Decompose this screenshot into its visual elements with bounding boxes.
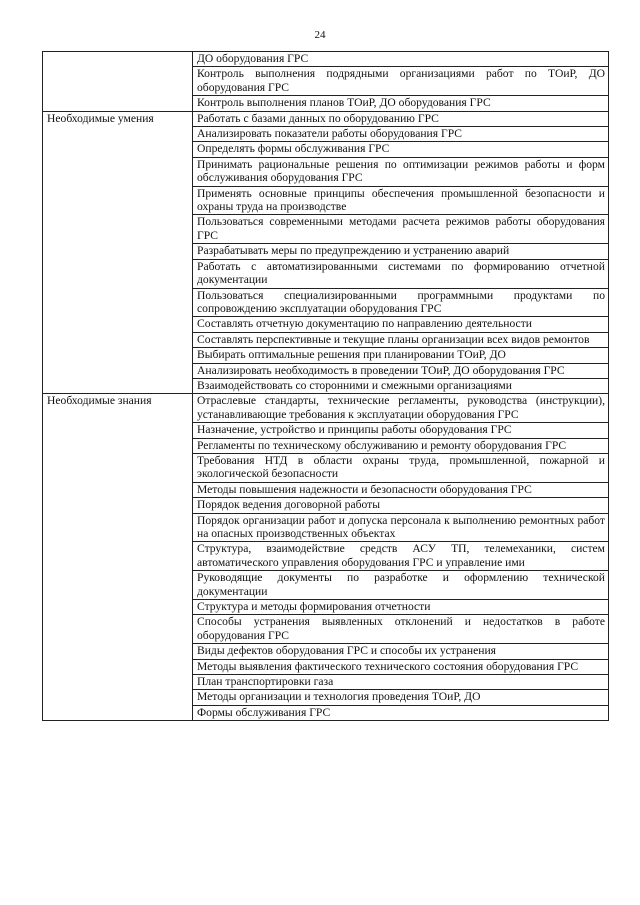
requirement-item <box>193 659 609 674</box>
requirement-item <box>193 600 609 615</box>
requirement-text: Работать с автоматизированными системами по формированию отчетной документации <box>197 259 605 287</box>
requirement-text: Отраслевые стандарты, технические регламенты, руководства (инструкции), устанавливающие требования к эксплуатации оборудования ГРС <box>197 394 605 421</box>
requirement-text: Формы обслуживания ГРС <box>197 705 331 719</box>
requirement-text: Структура, взаимодействие средств АСУ ТП, телемеханики, систем автоматического управления оборудования ГРС и управление ими <box>197 542 605 569</box>
requirement-text: Контроль выполнения планов ТОиР, ДО оборудования ГРС <box>197 96 491 110</box>
requirement-item <box>193 453 609 482</box>
requirement-text: Выбирать оптимальные решения при планировании ТОиР, ДО <box>197 348 506 362</box>
requirement-text: Виды дефектов оборудования ГРС и способы их устранения <box>197 644 497 658</box>
table-row <box>43 394 609 423</box>
requirement-text: Анализировать показатели работы оборудования ГРС <box>197 127 463 141</box>
table-row <box>43 52 609 67</box>
requirement-text: Методы повышения надежности и безопасности оборудования ГРС <box>197 482 532 496</box>
requirement-item <box>193 705 609 720</box>
requirement-item <box>193 259 609 288</box>
requirement-item <box>193 363 609 378</box>
requirement-item <box>193 317 609 332</box>
table-row <box>43 111 609 126</box>
requirement-text: Определять формы обслуживания ГРС <box>197 142 390 156</box>
requirement-item <box>193 438 609 453</box>
requirement-item <box>193 690 609 705</box>
requirement-text: Разрабатывать меры по предупреждению и устранению аварий <box>197 244 510 258</box>
requirement-item <box>193 542 609 571</box>
requirement-item <box>193 288 609 317</box>
requirement-item <box>193 215 609 244</box>
requirement-item <box>193 244 609 259</box>
requirement-item <box>193 157 609 186</box>
requirement-text: Взаимодействовать со сторонними и смежными организациями <box>197 378 512 392</box>
requirement-text: Регламенты по техническому обслуживанию и ремонту оборудования ГРС <box>197 438 567 452</box>
requirement-item <box>193 52 609 67</box>
requirement-text: Структура и методы формирования отчетности <box>197 600 431 614</box>
section-label: Необходимые знания <box>43 394 193 721</box>
requirement-text: Анализировать необходимость в проведении ТОиР, ДО оборудования ГРС <box>197 363 565 377</box>
requirement-item <box>193 67 609 96</box>
requirement-item <box>193 615 609 644</box>
requirement-item <box>193 127 609 142</box>
requirement-item <box>193 186 609 215</box>
requirement-text: Порядок организации работ и допуска персонала к выполнению ремонтных работ на опасных производственных объектах <box>197 513 605 540</box>
page-number: 24 <box>314 29 326 41</box>
requirement-item <box>193 513 609 542</box>
requirement-text: Составлять отчетную документацию по направлению деятельности <box>197 317 532 331</box>
section-label-empty <box>43 52 193 112</box>
requirement-text: План транспортировки газа <box>197 675 334 689</box>
requirement-text: Требования НТД в области охраны труда, промышленной, пожарной и экологической безопасности <box>197 453 605 481</box>
requirement-text: Методы выявления фактического технического состояния оборудования ГРС <box>197 659 579 673</box>
requirement-item <box>193 332 609 347</box>
requirement-text: Применять основные принципы обеспечения промышленной безопасности и охраны труда на производстве <box>197 186 605 214</box>
requirement-item <box>193 675 609 690</box>
requirement-text: Пользоваться современными методами расчета режимов работы оборудования ГРС <box>197 215 605 242</box>
requirement-text: Работать с базами данных по оборудованию ГРС <box>197 111 439 125</box>
requirement-item <box>193 571 609 600</box>
requirement-item <box>193 378 609 393</box>
requirement-text: Контроль выполнения подрядными организациями работ по ТОиР, ДО оборудования ГРС <box>197 67 605 94</box>
requirement-item <box>193 348 609 363</box>
requirement-text: Составлять перспективные и текущие планы организации всех видов ремонтов <box>197 332 590 346</box>
requirement-text: Руководящие документы по разработке и оформлению технической документации <box>197 571 605 598</box>
requirement-text: Методы организации и технология проведения ТОиР, ДО <box>197 690 481 704</box>
requirement-text: Пользоваться специализированными программными продуктами по сопровождению эксплуатации оборудования ГРС <box>197 288 605 315</box>
requirement-item <box>193 644 609 659</box>
requirement-text: Порядок ведения договорной работы <box>197 498 381 512</box>
requirement-item <box>193 96 609 111</box>
requirement-item <box>193 482 609 497</box>
requirement-item <box>193 498 609 513</box>
requirements-table <box>42 51 609 721</box>
requirement-text: Назначение, устройство и принципы работы оборудования ГРС <box>197 423 512 437</box>
requirement-item <box>193 423 609 438</box>
requirement-text: ДО оборудования ГРС <box>197 52 309 65</box>
requirement-text: Способы устранения выявленных отклонений и недостатков в работе оборудования ГРС <box>197 615 605 642</box>
section-label: Необходимые умения <box>43 111 193 394</box>
requirement-item <box>193 142 609 157</box>
requirement-item <box>193 111 609 126</box>
requirement-item <box>193 394 609 423</box>
requirement-text: Принимать рациональные решения по оптимизации режимов работы и форм обслуживания оборудования ГРС <box>197 157 605 185</box>
